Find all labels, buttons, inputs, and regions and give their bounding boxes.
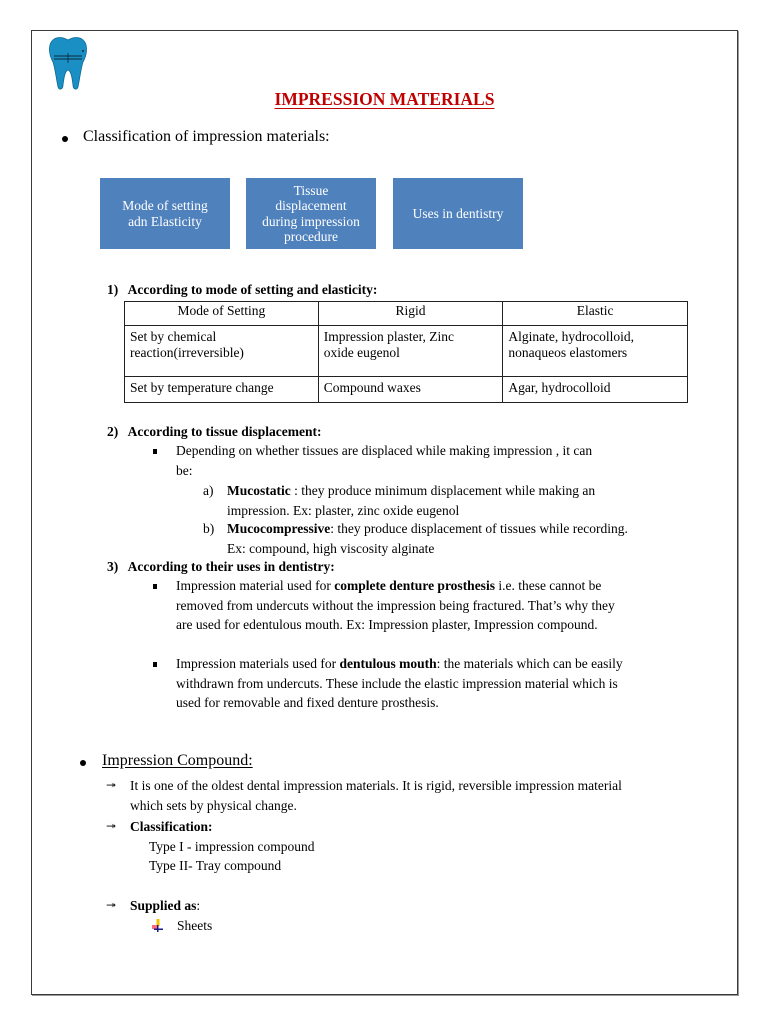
cell-line: Impression plaster, Zinc <box>323 329 455 344</box>
text-run: Impression materials used for <box>176 656 340 671</box>
table-cell <box>125 326 319 377</box>
text-line: which sets by physical change. <box>130 797 297 813</box>
square-bullet-icon <box>153 449 157 454</box>
section-heading-text: According to their uses in dentistry: <box>127 559 335 574</box>
text-run: : the materials which can be easily <box>436 656 623 671</box>
box-text-line: Mode of setting <box>122 198 208 213</box>
square-bullet-icon <box>153 584 157 589</box>
box-text-line: adn Elasticity <box>128 213 202 229</box>
text-line: used for removable and fixed denture prosthesis. <box>176 695 439 710</box>
text-line: are used for edentulous mouth. Ex: Impression plaster, Impression compound. <box>176 617 598 632</box>
text-line: impression. Ex: plaster, zinc oxide eugenol <box>227 502 460 518</box>
section-heading-text: According to tissue displacement: <box>127 424 322 439</box>
text-run: Impression material used for <box>176 578 335 593</box>
colored-plus-bullet-icon <box>152 919 164 932</box>
section-heading-text: According to mode of setting and elasticity: <box>127 282 378 297</box>
section2-heading <box>107 424 321 440</box>
section-number: 3) <box>107 559 119 574</box>
classification-box-setting <box>100 178 230 249</box>
box-text-line: displacement <box>275 198 347 213</box>
supplied-label: Supplied as <box>130 898 197 913</box>
text-line: It is one of the oldest dental impression materials. It is rigid, reversible impression material <box>130 778 622 793</box>
term-bold: Mucocompressive <box>227 521 331 536</box>
table-cell <box>318 326 503 377</box>
section2-item-a <box>203 481 723 520</box>
table-header-row <box>125 302 688 326</box>
type-item: Type II- Tray compound <box>149 858 282 873</box>
supplied-item-text: Sheets <box>177 917 213 933</box>
text-line: Depending on whether tissues are displaced while making impression , it can <box>176 443 593 458</box>
section3-bullet-1 <box>153 576 723 635</box>
bullet-dot-icon <box>62 136 68 142</box>
table-header-cell: Rigid <box>318 302 503 326</box>
table-row <box>125 377 688 403</box>
cell-line: Set by chemical <box>130 329 217 344</box>
table-header-cell: Elastic <box>503 302 688 326</box>
classification-box-tissue <box>246 178 376 249</box>
tooth-icon <box>46 35 90 91</box>
table-header-cell: Mode of Setting <box>125 302 319 326</box>
cell-line: nonaqueos elastomers <box>508 345 628 360</box>
cell-line: oxide eugenol <box>323 345 400 360</box>
table-cell: Set by temperature change <box>125 377 319 403</box>
cell-line: reaction(irreversible) <box>130 345 244 360</box>
square-bullet-icon <box>153 662 157 667</box>
box-text-line: procedure <box>284 229 338 244</box>
box-text-line: Tissue <box>293 182 329 198</box>
text-run: i.e. these cannot be <box>494 578 602 593</box>
section-number: 1) <box>107 282 119 297</box>
text-line: be: <box>176 462 193 478</box>
term-bold: Mucostatic <box>227 483 291 498</box>
section2-item-b <box>203 519 723 558</box>
text-line: : they produce minimum displacement while making an <box>290 483 596 498</box>
classification-label: Classification: <box>130 819 213 834</box>
section-number: 2) <box>107 424 119 439</box>
setting-elasticity-table <box>124 301 688 403</box>
section2-bullet <box>153 441 713 480</box>
list-marker: b) <box>203 521 215 536</box>
supplied-item <box>152 916 506 936</box>
table-cell: Agar, hydrocolloid <box>503 377 688 403</box>
text-line: : they produce displacement of tissues while recording. <box>330 521 628 536</box>
text-line: withdrawn from undercuts. These include the elastic impression material which is <box>176 675 618 691</box>
text-line: removed from undercuts without the impression being fractured. That’s why they <box>176 597 615 613</box>
type-item: Type I - impression compound <box>149 838 315 854</box>
arrow-bullet-icon: ↠ <box>106 778 117 792</box>
compound-heading: Impression Compound: <box>102 752 253 769</box>
text-line: Ex: compound, high viscosity alginate <box>227 540 435 556</box>
box-text-line: during impression <box>262 213 360 229</box>
compound-description <box>106 776 746 815</box>
table-cell <box>503 326 688 377</box>
bullet-dot-icon <box>80 760 86 766</box>
term-bold: complete denture prosthesis <box>334 578 495 593</box>
section3-heading <box>107 559 335 575</box>
list-marker: a) <box>203 483 214 498</box>
arrow-bullet-icon: ↠ <box>106 898 117 912</box>
table-row <box>125 326 688 377</box>
section1-heading <box>107 282 377 298</box>
compound-classification <box>106 817 506 876</box>
box-text-line: Uses in dentistry <box>412 205 504 221</box>
term-bold: dentulous mouth <box>339 656 437 671</box>
cell-line: Alginate, hydrocolloid, <box>508 329 634 344</box>
classification-heading: Classification of impression materials: <box>83 128 330 145</box>
classification-box-uses <box>393 178 523 249</box>
document-page <box>31 30 738 995</box>
text-run: : <box>196 898 201 913</box>
arrow-bullet-icon: ↠ <box>106 819 117 833</box>
compound-supplied <box>106 896 506 935</box>
document-title: IMPRESSION MATERIALS <box>274 89 495 109</box>
section3-bullet-2 <box>153 654 723 713</box>
table-cell: Compound waxes <box>318 377 503 403</box>
